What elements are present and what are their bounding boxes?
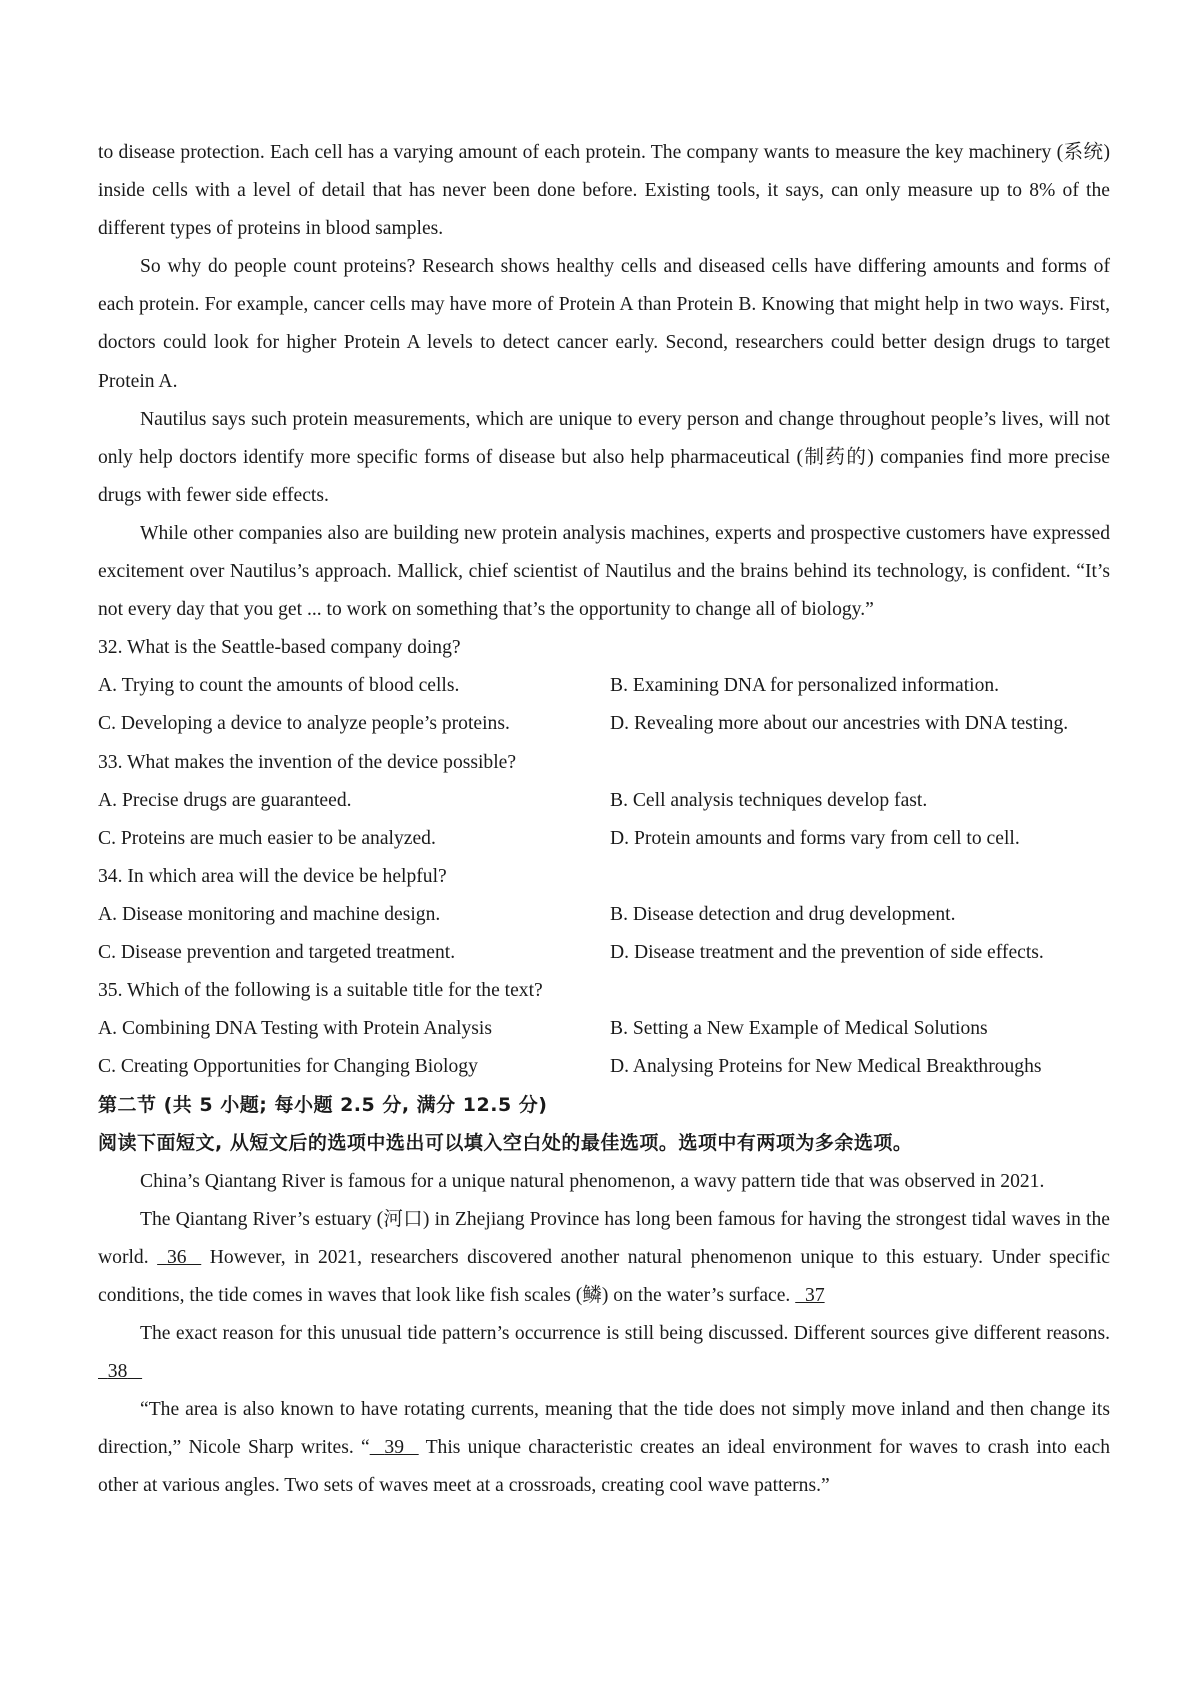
option-d: D. Protein amounts and forms vary from cell to cell. (610, 827, 1020, 849)
option-a: A. Trying to count the amounts of blood cells. (98, 675, 460, 697)
option-d: D. Revealing more about our ancestries with DNA testing. (610, 713, 1069, 735)
option-row (98, 705, 1110, 743)
option-b: B. Setting a New Example of Medical Solutions (610, 1018, 988, 1040)
option-c: C. Proteins are much easier to be analyzed. (98, 827, 436, 849)
question-stem: 33. What makes the invention of the device possible? (98, 751, 517, 773)
blank-38: 38 (107, 1361, 128, 1382)
option-row (98, 667, 1110, 705)
option-b: B. Disease detection and drug development. (610, 903, 956, 925)
passage-paragraph-1: to disease protection. Each cell has a varying amount of each protein. The company wants to measure the key machinery (系统) inside cells with a level of detail that has never been done before. Existing tools, it says, can only measure up to 8% of the different types of proteins in blood samples. (98, 142, 1110, 240)
cloze-paragraph-1: China’s Qiantang River is famous for a unique natural phenomenon, a wavy pattern tide that was observed in 2021. (140, 1170, 1045, 1192)
option-c: C. Developing a device to analyze people’s proteins. (98, 713, 510, 735)
option-row (98, 896, 1110, 934)
passage-paragraph-2: So why do people count proteins? Research shows healthy cells and diseased cells have differing amounts and forms of each protein. For example, cancer cells may have more of Protein A than Protein B. Knowing that might help in two ways. First, doctors could look for higher Protein A levels to detect cancer early. Second, researchers could better design drugs to target Protein A. (98, 256, 1110, 392)
question-34 (98, 858, 1110, 972)
cloze-paragraph-4 (98, 1391, 1110, 1505)
blank-36: 36 (166, 1246, 187, 1268)
option-row (98, 1010, 1110, 1048)
section-heading: 第二节 (共 5 小题; 每小题 2.5 分, 满分 12.5 分) (98, 1094, 548, 1117)
exam-page (98, 134, 1110, 1505)
cloze-paragraph-3 (98, 1315, 1110, 1391)
option-row (98, 820, 1110, 858)
option-row (98, 782, 1110, 820)
option-c: C. Creating Opportunities for Changing Biology (98, 1056, 478, 1078)
option-d: D. Analysing Proteins for New Medical Breakthroughs (610, 1056, 1042, 1078)
passage-paragraph-3: Nautilus says such protein measurements, which are unique to every person and change throughout people’s lives, will not only help doctors identify more specific forms of disease but also help pharmaceutical (制药的) companies find more precise drugs with fewer side effects. (98, 408, 1110, 506)
option-a: A. Disease monitoring and machine design. (98, 903, 441, 925)
question-33 (98, 744, 1110, 858)
cloze-paragraph-2 (98, 1201, 1110, 1315)
question-32 (98, 629, 1110, 743)
section-instruction: 阅读下面短文, 从短文后的选项中选出可以填入空白处的最佳选项。选项中有两项为多余选项。 (98, 1132, 913, 1155)
question-stem: 35. Which of the following is a suitable title for the text? (98, 980, 543, 1002)
option-d: D. Disease treatment and the prevention of side effects. (610, 941, 1044, 963)
passage-paragraph-4: While other companies also are building new protein analysis machines, experts and prospective customers have expressed excitement over Nautilus’s approach. Mallick, chief scientist of Nautilus and the brains behind its technology, is confident. “It’s not every day that you get ... to work on something that’s the opportunity to change all of biology.” (98, 522, 1110, 621)
question-35 (98, 972, 1110, 1086)
cloze-text: “The area is also known to have rotating currents, meaning that the tide does not simply move inland and then change its direction,” Nicole Sharp writes. “ (98, 1399, 1110, 1459)
option-b: B. Examining DNA for personalized information. (610, 675, 1000, 697)
option-a: A. Combining DNA Testing with Protein Analysis (98, 1018, 492, 1040)
cloze-text: This unique characteristic creates an ideal environment for waves to crash into each other at various angles. Two sets of waves meet at a crossroads, creating cool wave patterns.” (98, 1437, 1110, 1497)
option-row (98, 934, 1110, 972)
blank-37: 37 (805, 1284, 825, 1306)
option-a: A. Precise drugs are guaranteed. (98, 789, 352, 811)
cloze-text: The exact reason for this unusual tide pattern’s occurrence is still being discussed. Different sources give different reasons. (140, 1322, 1110, 1344)
question-stem: 32. What is the Seattle-based company doing? (98, 637, 461, 659)
cloze-text: The Qiantang River’s estuary (河口) in Zhejiang Province has long been famous for having the strongest tidal waves in the world. (98, 1208, 1110, 1268)
cloze-text: However, in 2021, researchers discovered another natural phenomenon unique to this estuary. Under specific conditions, the tide comes in waves that look like fish scales (鳞) on the water’s surface. (98, 1246, 1110, 1306)
option-b: B. Cell analysis techniques develop fast. (610, 789, 928, 811)
option-c: C. Disease prevention and targeted treatment. (98, 941, 456, 963)
blank-39: 39 (384, 1437, 404, 1459)
question-stem: 34. In which area will the device be helpful? (98, 865, 447, 887)
option-row (98, 1048, 1110, 1086)
